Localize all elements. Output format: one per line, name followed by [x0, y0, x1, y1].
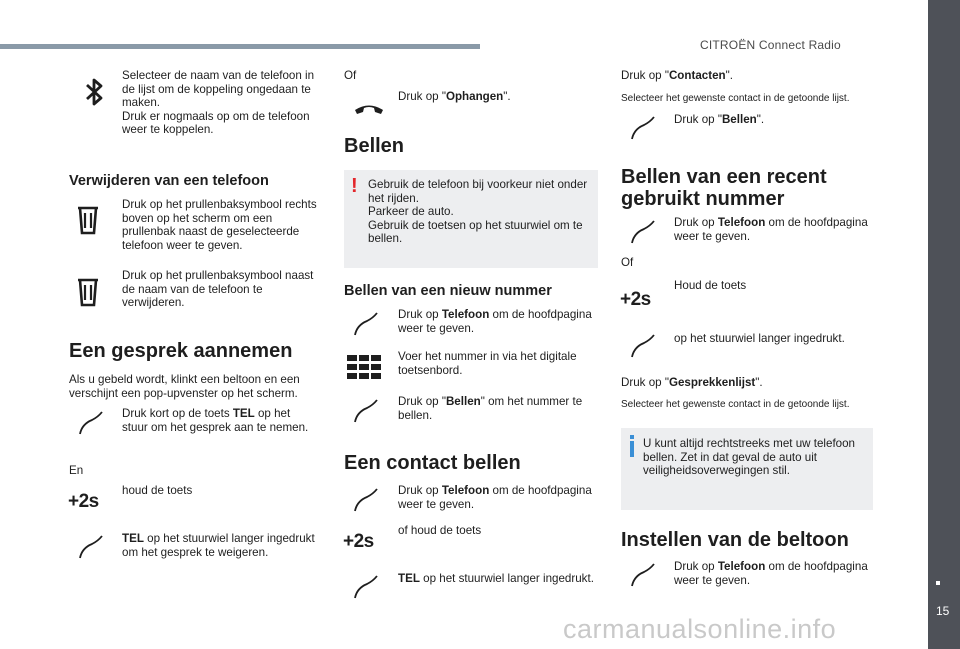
call-stroke-icon [624, 558, 662, 592]
recent-step-1: Druk op Telefoon om de hoofdpagina weer te geven. [674, 216, 868, 243]
or-label: Of [621, 256, 634, 269]
bluetooth-icon [75, 76, 113, 110]
contact-step-2: of houd de toets [398, 524, 482, 537]
hold-steering-text: op het stuurwiel langer ingedrukt. [674, 332, 845, 345]
call-contact-heading: Een contact bellen [344, 452, 521, 474]
new-step-1: Druk op Telefoon om de hoofdpagina weer te geven. [398, 308, 592, 335]
page-number: 15 [936, 604, 950, 618]
call-stroke-icon [624, 111, 662, 145]
contact-step-1: Druk op Telefoon om de hoofdpagina weer te geven. [398, 484, 592, 511]
call-step: Druk op "Bellen". [674, 113, 765, 126]
contacts-step: Druk op "Contacten". [621, 69, 733, 82]
hold-key-text: houd de toets [122, 484, 193, 497]
warning-text: Gebruik de telefoon bij voorkeur niet onder het rijden. Parkeer de auto. Gebruik de toetsen op het stuurwiel om te bellen. [368, 178, 588, 245]
call-stroke-icon [347, 570, 385, 604]
answer-intro: Als u gebeld wordt, klinkt een beltoon en een verschijnt een pop-upvenster op het scherm. [69, 373, 300, 400]
contact-step-3: TEL op het stuurwiel langer ingedrukt. [398, 572, 594, 585]
warning-icon: ! [351, 175, 358, 197]
hang-up-step: Druk op "Ophangen". [398, 90, 511, 103]
new-step-3: Druk op "Bellen" om het nummer te bellen. [398, 395, 583, 422]
trash-icon [70, 275, 108, 309]
call-stroke-icon [72, 406, 110, 440]
call-stroke-icon [72, 530, 110, 564]
page-sidebar [928, 0, 960, 649]
unpair-instructions: Selecteer de naam van de telefoon in de lijst om de koppeling ongedaan te maken. Druk er nogmaals op om de telefoon weer te koppelen. [122, 69, 315, 136]
plus-2s-icon: +2s [68, 491, 99, 512]
call-stroke-icon [624, 329, 662, 363]
hold-key-text: Houd de toets [674, 279, 747, 292]
remove-step-2: Druk op het prullenbaksymbool naast de naam van de telefoon te verwijderen. [122, 269, 314, 309]
ringtone-heading: Instellen van de beltoon [621, 529, 849, 551]
reject-step: TEL op het stuurwiel langer ingedrukt om het gesprek te weigeren. [122, 532, 315, 559]
info-text: U kunt altijd rechtstreeks met uw telefoon bellen. Zet in dat geval de auto uit veiligheidsoverwegingen stil. [643, 437, 856, 477]
call-log-step: Druk op "Gesprekkenlijst". [621, 376, 763, 389]
select-contact-note: Selecteer het gewenste contact in de getoonde lijst. [621, 93, 850, 104]
keypad-icon [346, 351, 384, 385]
or-label: En [69, 464, 84, 477]
calling-heading: Bellen [344, 135, 405, 157]
remove-phone-heading: Verwijderen van een telefoon [69, 173, 269, 189]
plus-2s-icon: +2s [620, 289, 651, 310]
new-step-2: Voer het nummer in via het digitale toetsenbord. [398, 350, 577, 377]
answer-step: Druk kort op de toets TEL op het stuur om het gesprek aan te nemen. [122, 407, 309, 434]
trash-icon [70, 203, 108, 237]
recent-number-heading: Bellen van een recent gebruikt nummer [621, 166, 827, 210]
call-stroke-icon [347, 307, 385, 341]
select-contact-note: Selecteer het gewenste contact in de getoonde lijst. [621, 399, 850, 410]
info-icon [627, 435, 637, 457]
answer-call-heading: Een gesprek aannemen [69, 340, 293, 362]
call-stroke-icon [347, 394, 385, 428]
plus-2s-icon: +2s [343, 531, 374, 552]
call-stroke-icon [624, 215, 662, 249]
ringtone-step-1: Druk op Telefoon om de hoofdpagina weer te geven. [674, 560, 868, 587]
watermark: carmanualsonline.info [563, 614, 837, 644]
header-rule [0, 44, 480, 49]
call-stroke-icon [347, 483, 385, 517]
end-marker [936, 581, 940, 585]
hang-up-icon [350, 92, 388, 126]
new-number-heading: Bellen van een nieuw nummer [344, 283, 552, 299]
brand-label: CITROËN Connect Radio [700, 38, 841, 52]
or-label: Of [344, 69, 357, 82]
remove-step-1: Druk op het prullenbaksymbool rechts boven op het scherm om een prullenbak naast de geselecteerde telefoon weer te geven. [122, 198, 317, 252]
